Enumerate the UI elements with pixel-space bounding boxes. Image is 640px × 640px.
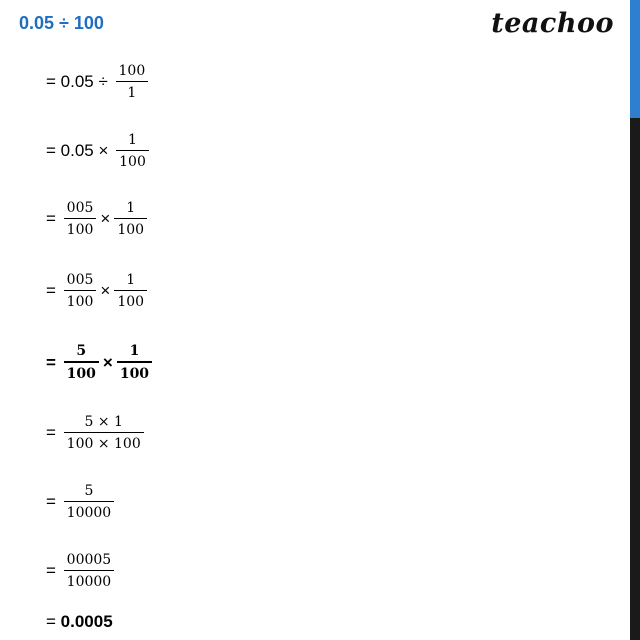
page-title: 0.05 ÷ 100 [19, 13, 104, 33]
denominator: 100 [64, 290, 97, 309]
numerator: 00005 [66, 552, 112, 568]
numerator: 005 [66, 200, 94, 216]
step-prefix: = 0.05 ÷ [46, 72, 113, 91]
denominator: 100 [64, 218, 97, 237]
denominator: 100 [114, 218, 147, 237]
denominator: 100 [64, 361, 99, 381]
fraction [64, 415, 144, 451]
fraction [116, 133, 149, 169]
step-3 [46, 201, 150, 237]
denominator: 100 × 100 [64, 432, 144, 451]
numerator: 5 [84, 483, 94, 499]
fraction [117, 344, 152, 381]
step-prefix: = [46, 423, 61, 442]
fraction [64, 273, 97, 309]
denominator: 1 [116, 81, 149, 100]
step-7 [46, 484, 117, 520]
denominator: 10000 [64, 501, 115, 520]
step-6 [46, 415, 147, 451]
step-8 [46, 553, 117, 589]
step-prefix: = [46, 492, 61, 511]
numerator: 5 [76, 343, 87, 359]
step-5 [46, 344, 155, 381]
denominator: 100 [117, 361, 152, 381]
fraction [114, 273, 147, 309]
denominator: 100 [114, 290, 147, 309]
step-1 [46, 64, 151, 100]
numerator: 1 [129, 343, 140, 359]
times-operator: × [102, 352, 113, 372]
step-2 [46, 133, 152, 169]
fraction [64, 484, 115, 520]
step-prefix: = [46, 612, 61, 631]
fraction [114, 201, 147, 237]
numerator: 005 [66, 272, 94, 288]
scrollbar-thumb[interactable] [630, 0, 640, 118]
step-4 [46, 273, 150, 309]
step-prefix: = 0.05 × [46, 141, 114, 160]
denominator: 100 [116, 150, 149, 169]
denominator: 10000 [64, 570, 115, 589]
times-operator: × [100, 209, 111, 228]
fraction [64, 201, 97, 237]
numerator: 1 [126, 200, 136, 216]
step-prefix: = [46, 209, 61, 228]
step-prefix: = [46, 352, 61, 372]
final-answer: 0.0005 [60, 612, 113, 631]
scrollbar[interactable] [630, 0, 640, 640]
teachoo-logo: teachoo [491, 8, 614, 39]
step-9 [46, 612, 113, 632]
numerator: 5 × 1 [84, 414, 123, 430]
fraction [64, 553, 115, 589]
numerator: 100 [118, 63, 146, 79]
numerator: 1 [126, 272, 136, 288]
step-prefix: = [46, 281, 61, 300]
fraction [64, 344, 99, 381]
times-operator: × [100, 281, 111, 300]
numerator: 1 [128, 132, 137, 148]
step-prefix: = [46, 561, 61, 580]
fraction [116, 64, 149, 100]
